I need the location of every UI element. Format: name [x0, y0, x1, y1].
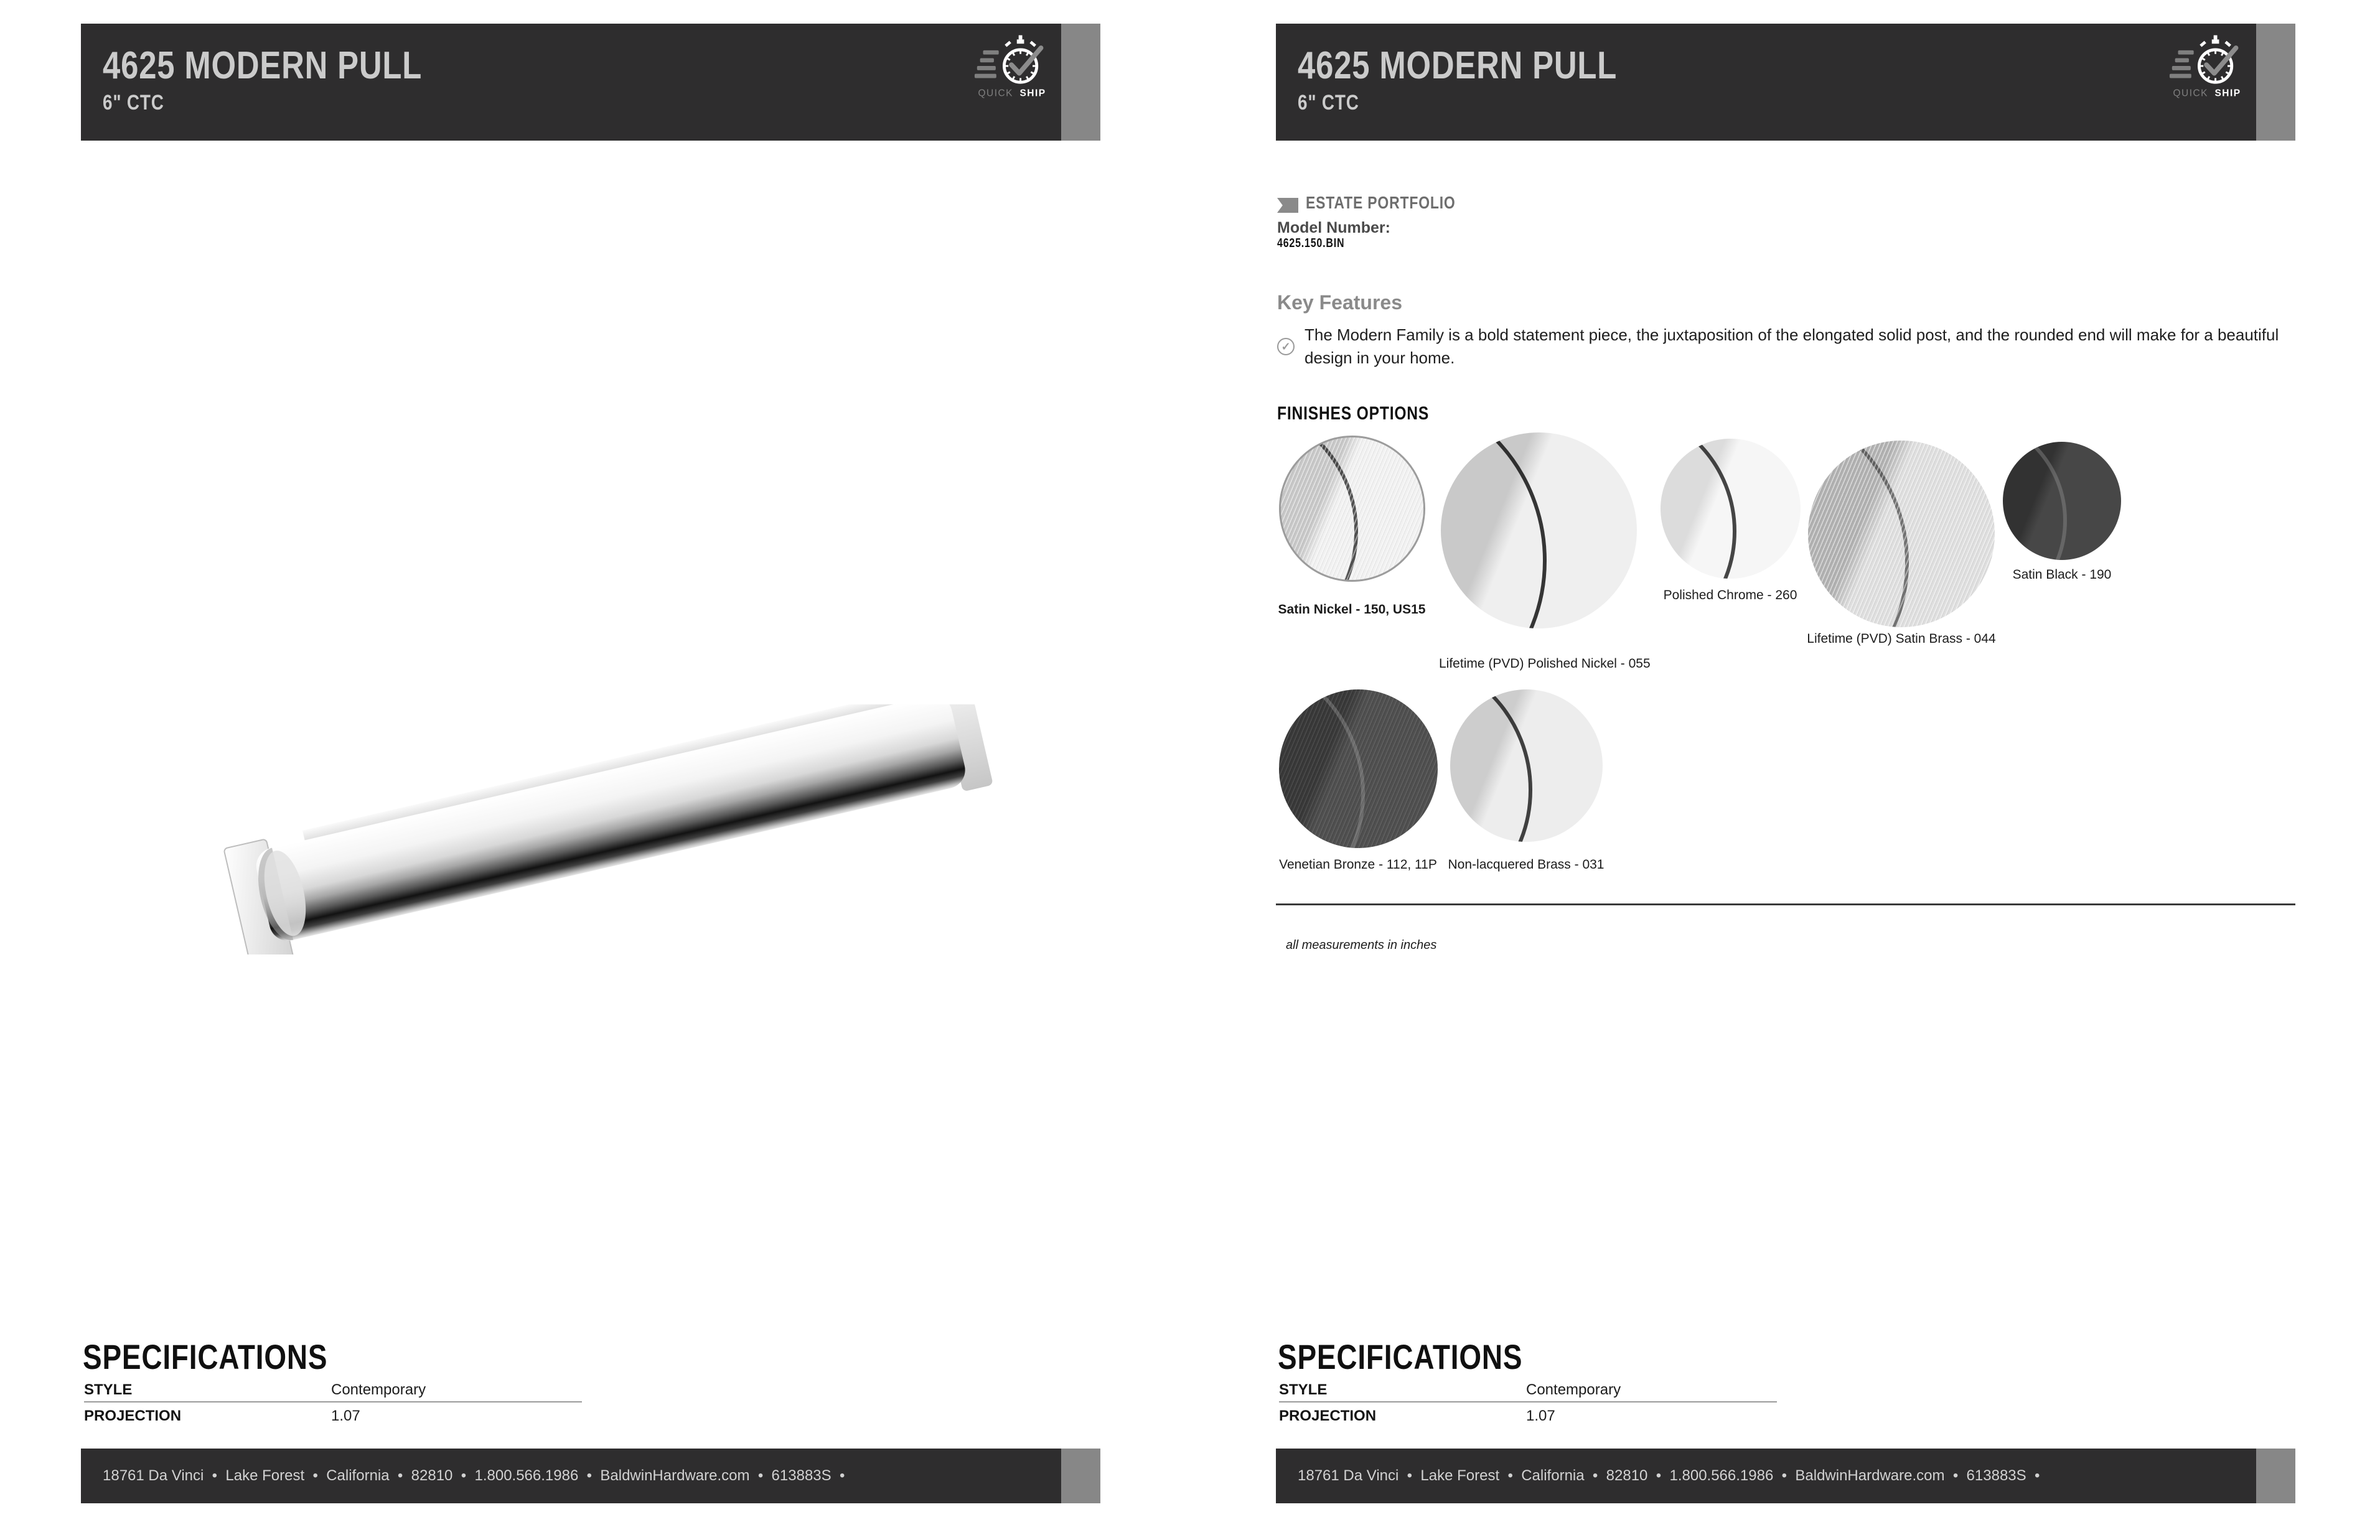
specifications-heading: SPECIFICATIONS [83, 1337, 328, 1376]
footer-address: 18761 Da Vinci • Lake Forest • California • 82810 • 1.800.566.1986 • BaldwinHardware.com • 613883S • [1298, 1467, 2040, 1484]
spec-divider [1279, 1401, 1777, 1402]
page-title: 4625 MODERN PULL [1298, 44, 1618, 87]
header-accent-block [1061, 24, 1100, 141]
spec-label: PROJECTION [1279, 1407, 1377, 1424]
spec-label: STYLE [1279, 1381, 1328, 1398]
finish-swatch-venetian-bronze [1279, 689, 1438, 848]
spec-row-projection [84, 1407, 644, 1426]
spec-sheet-page-left [81, 0, 1100, 1540]
finish-swatch-polished-nickel [1441, 432, 1637, 628]
spec-value: Contemporary [1526, 1381, 1621, 1398]
product-image [217, 704, 1002, 954]
footer-accent-block [2256, 1449, 2295, 1503]
finish-swatch-satin-black [2003, 442, 2121, 560]
portfolio-name: ESTATE PORTFOLIO [1306, 193, 1456, 212]
footer-accent-block [1061, 1449, 1100, 1503]
finish-label: Satin Nickel - 150, US15 [1278, 602, 1426, 617]
portfolio-flag-icon [1277, 198, 1298, 213]
spec-value: 1.07 [1526, 1407, 1555, 1424]
finish-label: Lifetime (PVD) Polished Nickel - 055 [1439, 656, 1651, 671]
model-number-label: Model Number: [1277, 219, 1390, 236]
page-title: 4625 MODERN PULL [103, 44, 423, 87]
spec-sheet-page-right [1276, 0, 2295, 1540]
measurements-note: all measurements in inches [1286, 938, 1437, 952]
quickship-quick-label: QUICK [978, 88, 1013, 99]
section-divider [1276, 903, 2295, 905]
check-circle-icon: ✓ [1277, 338, 1295, 355]
footer-address: 18761 Da Vinci • Lake Forest • California • 82810 • 1.800.566.1986 • BaldwinHardware.com • 613883S • [103, 1467, 845, 1484]
spec-row-style [84, 1381, 644, 1400]
spec-label: STYLE [84, 1381, 133, 1398]
finish-label: Lifetime (PVD) Satin Brass - 044 [1807, 632, 1996, 646]
spec-value: Contemporary [331, 1381, 426, 1398]
footer-bar [1276, 1449, 2295, 1503]
key-feature-text: The Modern Family is a bold statement piece, the juxtaposition of the elongated solid post, and the rounded end will make for a beautiful design in your home. [1305, 325, 2279, 367]
finish-label: Satin Black - 190 [2012, 567, 2112, 582]
key-feature-item [1277, 324, 2298, 370]
finish-label: Polished Chrome - 260 [1663, 588, 1797, 602]
header-bar [81, 24, 1100, 141]
svg-text:QUICK SHIP [2173, 88, 2241, 99]
quickship-quick-label: QUICK [2173, 88, 2208, 99]
spec-label: PROJECTION [84, 1407, 182, 1424]
spec-value: 1.07 [331, 1407, 360, 1424]
page-subtitle: 6" CTC [103, 91, 164, 114]
quick-ship-icon [2168, 31, 2247, 103]
svg-text:QUICK SHIP [978, 88, 1046, 99]
specifications-heading: SPECIFICATIONS [1278, 1337, 1523, 1376]
spec-divider [84, 1401, 582, 1402]
header-accent-block [2256, 24, 2295, 141]
quickship-ship-label: SHIP [1019, 88, 1046, 99]
spec-row-projection [1279, 1407, 1839, 1426]
model-number-value: 4625.150.BIN [1277, 236, 1345, 250]
quick-ship-icon [973, 31, 1052, 103]
finish-swatch-polished-chrome [1661, 439, 1801, 579]
quickship-ship-label: SHIP [2214, 88, 2241, 99]
finish-swatch-non-lacquered-brass [1450, 689, 1603, 842]
spec-row-style [1279, 1381, 1839, 1400]
finish-label: Venetian Bronze - 112, 11P [1279, 857, 1437, 872]
finishes-heading: FINISHES OPTIONS [1277, 403, 1430, 424]
footer-bar [81, 1449, 1100, 1503]
finish-swatch-satin-brass [1808, 441, 1995, 627]
header-bar [1276, 24, 2295, 141]
finish-label: Non-lacquered Brass - 031 [1448, 857, 1605, 872]
finish-swatch-satin-nickel [1279, 436, 1425, 582]
key-features-heading: Key Features [1277, 291, 1402, 314]
page-subtitle: 6" CTC [1298, 91, 1359, 114]
